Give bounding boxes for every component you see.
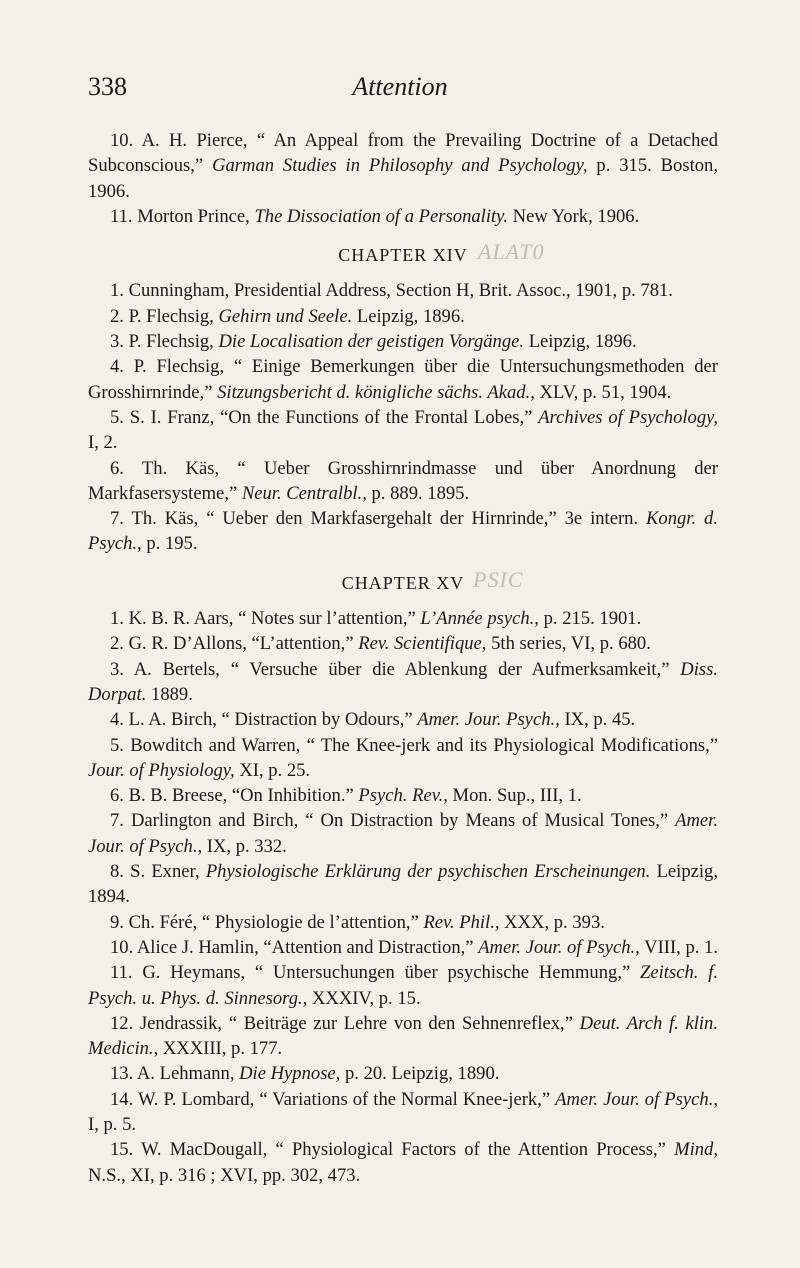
reference-source: Jour. of Physiology, (88, 759, 235, 781)
chapter-heading-xv (88, 566, 718, 596)
reference-entry (88, 506, 718, 557)
reference-entry (88, 1137, 718, 1188)
reference-list-continued (88, 128, 718, 229)
reference-text: P. Flechsig, (128, 331, 219, 353)
reference-text: A. H. Pierce, “ An Appeal from the Prevailing Doctrine of a Detached Subconscious,” (88, 130, 718, 177)
reference-text: Darlington and Birch, “ On Distraction by Means of Musical Tones,” (130, 810, 676, 832)
reference-text: Alice J. Hamlin, “Attention and Distraction,” (136, 936, 479, 958)
reference-source: Gehirn und Seele. (218, 305, 353, 327)
reference-source: Diss. Dorpat. (88, 658, 718, 705)
page-number: 338 (88, 72, 127, 101)
reference-entry (88, 808, 718, 859)
stamp-mark: PSIC (473, 566, 524, 592)
reference-source: Psych. Rev., (358, 785, 448, 807)
reference-source: The Dissociation of a Personality. (254, 205, 509, 227)
reference-source: Neur. Centralbl., (241, 482, 367, 504)
reference-number: 9. (110, 911, 129, 933)
reference-tail: p. 20. Leipzig, 1890. (340, 1063, 500, 1085)
reference-number: 14. (110, 1088, 138, 1110)
reference-source: Amer. Jour. of Psych., (555, 1088, 719, 1110)
reference-entry (88, 354, 718, 405)
reference-entry (88, 859, 718, 910)
reference-entry (88, 278, 718, 303)
reference-text: A. Bertels, “ Versuche über die Ablenkung der Aufmerksamkeit,” (133, 658, 681, 680)
reference-entry (88, 631, 718, 656)
reference-tail: Leipzig, 1894. (88, 861, 718, 908)
reference-entry (88, 405, 718, 456)
page-header (88, 72, 712, 112)
reference-tail: 5th series, VI, p. 680. (486, 633, 651, 655)
reference-source: Garman Studies in Philosophy and Psychology, (212, 155, 588, 177)
reference-text: G. Heymans, “ Untersuchungen über psychische Hemmung,” (142, 962, 641, 984)
reference-number: 4. (110, 709, 129, 731)
reference-entry (88, 1087, 718, 1138)
reference-number: 1. (110, 608, 129, 630)
reference-tail: p. 889. 1895. (366, 482, 470, 504)
reference-text: K. B. R. Aars, “ Notes sur l’attention,” (128, 608, 421, 630)
reference-source: Amer. Jour. Psych., (417, 709, 560, 731)
reference-entry (88, 128, 718, 204)
chapter-heading-text: CHAPTER XV (341, 572, 465, 593)
reference-list-chapter-xiv (88, 278, 718, 556)
reference-number: 6. (110, 785, 129, 807)
reference-text: L. A. Birch, “ Distraction by Odours,” (128, 709, 418, 731)
reference-tail: 1889. (146, 683, 193, 705)
running-title: Attention (352, 72, 448, 101)
reference-entry (88, 1061, 718, 1086)
reference-tail: XXXIII, p. 177. (158, 1038, 283, 1060)
reference-source: Mind, (674, 1139, 718, 1161)
reference-number: 2. (110, 633, 129, 655)
reference-entry (88, 657, 718, 708)
reference-number: 8. (110, 861, 131, 883)
reference-text: W. P. Lombard, “ Variations of the Normal Knee-jerk,” (137, 1088, 556, 1110)
reference-tail: I, p. 5. (88, 1113, 137, 1135)
reference-tail: p. 195. (141, 533, 198, 555)
reference-source: Kongr. d. Psych., (88, 508, 718, 555)
reference-source: Rev. Scientifique, (358, 633, 487, 655)
reference-tail: IX, p. 45. (559, 709, 636, 731)
reference-text: S. I. Franz, “On the Functions of the Frontal Lobes,” (129, 406, 539, 428)
stamp-mark: ALAT0 (478, 239, 545, 265)
reference-tail: Leipzig, 1896. (524, 331, 637, 353)
reference-number: 12. (110, 1012, 140, 1034)
reference-tail: IX, p. 332. (202, 835, 287, 857)
reference-text: B. B. Breese, “On Inhibition.” (128, 785, 359, 807)
reference-entry (88, 733, 718, 784)
reference-text: G. R. D’Allons, “L’attention,” (128, 633, 359, 655)
reference-entry (88, 935, 718, 960)
reference-entry (88, 606, 718, 631)
reference-entry (88, 204, 718, 229)
chapter-heading-xiv (88, 239, 718, 268)
reference-tail: Leipzig, 1896. (352, 305, 465, 327)
reference-tail: XXX, p. 393. (499, 911, 605, 933)
reference-number: 5. (110, 734, 131, 756)
reference-tail: p. 315. Boston, 1906. (88, 155, 718, 202)
reference-tail: XI, p. 25. (234, 759, 311, 781)
reference-text: Bowditch and Warren, “ The Knee-jerk and its Physiological Modifications,” (130, 734, 718, 756)
chapter-heading-text: CHAPTER XIV (338, 245, 468, 266)
reference-text: P. Flechsig, (128, 305, 219, 327)
reference-entry (88, 329, 718, 354)
reference-source: Rev. Phil., (423, 911, 500, 933)
reference-number: 11. (110, 205, 138, 227)
reference-number: 5. (110, 406, 130, 428)
reference-tail: p. 215. 1901. (538, 608, 642, 630)
reference-text: W. MacDougall, “ Physiological Factors of the Attention Process,” (141, 1139, 675, 1161)
reference-text: Morton Prince, (137, 205, 255, 227)
reference-source: Zeitsch. f. Psych. u. Phys. d. Sinnesorg., (88, 962, 719, 1009)
reference-source: Deut. Arch f. klin. Medicin., (88, 1012, 718, 1060)
reference-source: Physiologische Erklärung der psychischen Erscheinungen. (205, 861, 651, 883)
reference-tail: N.S., XI, p. 316 ; XVI, pp. 302, 473. (88, 1164, 361, 1186)
reference-entry (88, 910, 718, 935)
reference-number: 15. (110, 1139, 142, 1161)
reference-number: 1. (110, 280, 129, 302)
reference-number: 10. (110, 936, 137, 958)
reference-tail: New York, 1906. (508, 205, 640, 227)
reference-number: 7. (110, 810, 131, 832)
reference-list-chapter-xv (88, 606, 718, 1188)
reference-entry (88, 707, 718, 732)
reference-tail: I, 2. (88, 432, 118, 454)
reference-source: Amer. Jour. of Psych., (88, 810, 719, 857)
reference-entry (88, 783, 718, 808)
reference-number: 6. (110, 457, 142, 479)
reference-number: 2. (110, 305, 129, 327)
reference-number: 4. (110, 356, 134, 378)
reference-source: Die Localisation der geistigen Vorgänge. (218, 331, 525, 353)
reference-text: S. Exner, (130, 861, 206, 883)
reference-number: 11. (110, 962, 143, 984)
reference-text: P. Flechsig, “ Einige Bemerkungen über die Untersuchungsmethoden der Grosshirnrinde,” (88, 356, 718, 403)
reference-tail: Mon. Sup., III, 1. (447, 785, 582, 807)
reference-text: Cunningham, Presidential Address, Section H, Brit. Assoc., 1901, p. 781. (128, 280, 673, 302)
reference-text: Ch. Féré, “ Physiologie de l’attention,” (128, 911, 424, 933)
reference-text: Jendrassik, “ Beiträge zur Lehre von den Sehnenreflex,” (139, 1012, 580, 1034)
reference-entry (88, 304, 718, 329)
reference-text: A. Lehmann, (136, 1063, 240, 1085)
reference-source: L’Année psych., (420, 608, 539, 630)
reference-text: Th. Käs, “ Ueber den Markfasergehalt der Hirnrinde,” 3e intern. (131, 508, 647, 530)
reference-entry (88, 960, 718, 1011)
reference-source: Archives of Psychology, (538, 406, 718, 428)
references-content (88, 128, 718, 1188)
reference-tail: VIII, p. 1. (639, 936, 718, 958)
reference-entry (88, 1011, 718, 1062)
reference-number: 3. (110, 331, 129, 353)
reference-tail: XLV, p. 51, 1904. (534, 381, 672, 403)
reference-number: 10. (110, 130, 142, 151)
reference-text: Th. Käs, “ Ueber Grosshirnrindmasse und über Anordnung der Markfasersysteme,” (88, 457, 718, 504)
reference-number: 7. (110, 508, 132, 530)
reference-source: Amer. Jour. of Psych., (478, 936, 640, 958)
reference-source: Sitzungsbericht d. königliche sächs. Akad., (217, 381, 535, 403)
reference-tail: XXXIV, p. 15. (307, 987, 421, 1009)
reference-number: 13. (110, 1063, 137, 1085)
reference-entry (88, 456, 718, 507)
reference-source: Die Hypnose, (239, 1063, 341, 1085)
reference-number: 3. (110, 658, 134, 680)
